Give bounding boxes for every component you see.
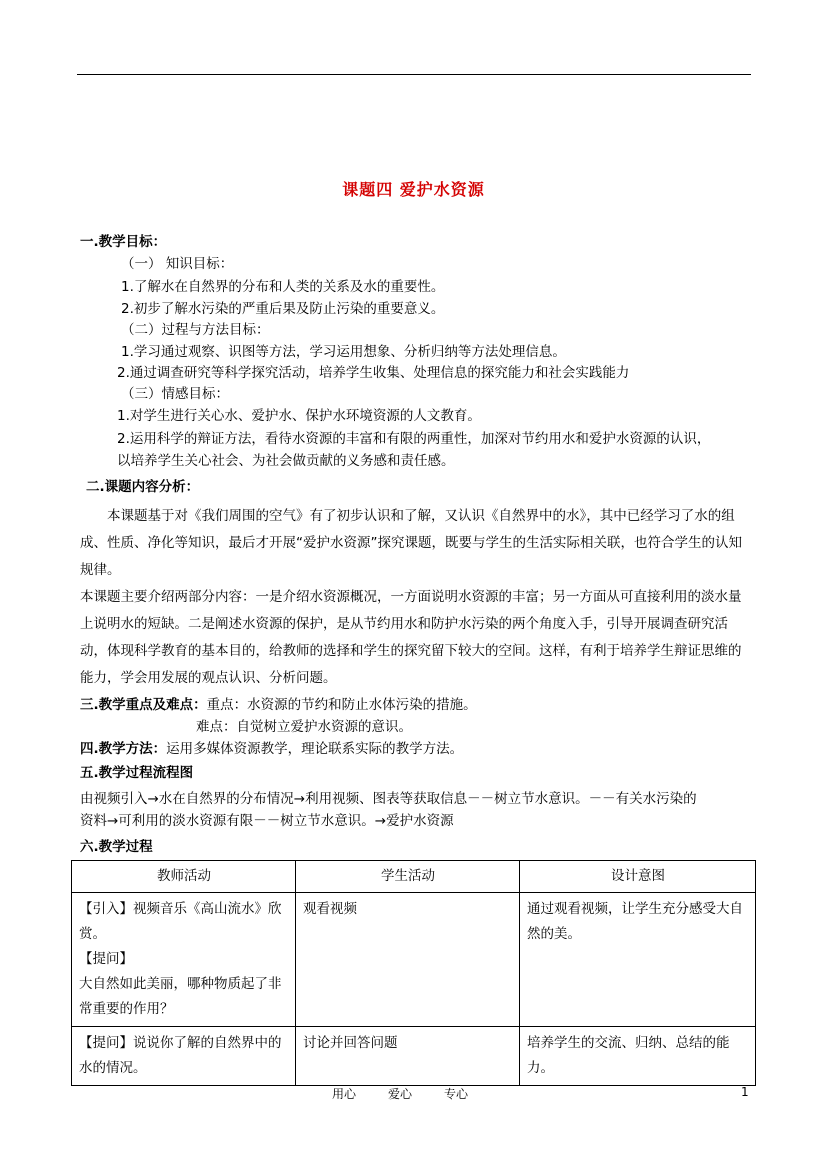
design-intent-cell: 通过观看视频，让学生充分感受大自然的美。: [520, 893, 756, 1027]
content-analysis-paragraph-2: 本课题主要介绍两部分内容：一是介绍水资源概况，一方面说明水资源的丰富；另一方面从可直接利用的淡水量上说明水的短缺。二是阐述水资源的保护，是从节约用水和防护水污染的两个角度入手，引导开展调查研究活动，体现科学教育的基本目的，给教师的选择和学生的探究留下较大的空间。这样，有利于培养学生辩证思维的能力，学会用发展的观点认识、分析问题。: [80, 589, 742, 686]
section-1-heading: 一.教学目标：: [80, 234, 167, 250]
teacher-question: 大自然如此美丽，哪种物质起了非常重要的作用？: [79, 976, 282, 1017]
teaching-process-table: [71, 860, 756, 1086]
page-title: 课题四 爱护水资源: [342, 180, 485, 199]
student-activity-cell: 讨论并回答问题: [296, 1027, 520, 1086]
flow-line-1: 由视频引入→水在自然界的分布情况→利用视频、图表等获取信息－－树立节水意识。－－有关水污染的: [80, 791, 697, 807]
process-goal-2: 2.通过调查研究等科学探究活动，培养学生收集、处理信息的探究能力和社会实践能力: [117, 365, 630, 381]
section-2-heading: 二.课题内容分析：: [86, 479, 200, 495]
student-activity-cell: 观看视频: [296, 893, 520, 1027]
footer-text-1: 用心: [332, 1087, 357, 1101]
footer-text-2: 爱心: [388, 1087, 413, 1101]
teacher-question-label: 【提问】: [79, 951, 133, 967]
process-goal-1: 1.学习通过观察、识图等方法，学习运用想象、分析归纳等方法处理信息。: [121, 344, 566, 360]
header-rule: [77, 74, 751, 75]
header-teacher-activity: 教师活动: [72, 861, 296, 893]
section-4-heading: 四.教学方法：: [80, 741, 167, 757]
section-5-heading: 五.教学过程流程图: [80, 765, 194, 781]
emotion-goal-1: 1.对学生进行关心水、爱护水、保护水环境资源的人文教育。: [117, 408, 481, 424]
emotion-goal-2-cont: 以培养学生关心社会、为社会做贡献的义务感和责任感。: [117, 453, 455, 469]
method-text: 运用多媒体资源教学，理论联系实际的教学方法。: [166, 741, 464, 757]
header-design-intent: 设计意图: [520, 861, 756, 893]
page-number: 1: [741, 1085, 749, 1099]
teacher-activity-cell: 【提问】说说你了解的自然界中的水的情况。: [72, 1027, 296, 1086]
knowledge-goal-heading: （一） 知识目标：: [121, 256, 234, 272]
header-student-activity: 学生活动: [296, 861, 520, 893]
key-points-line: [80, 696, 477, 714]
knowledge-goal-1: 1.了解水在自然界的分布和人类的关系及水的重要性。: [121, 279, 445, 295]
key-point: 重点：水资源的节约和防止水体污染的措施。: [206, 697, 477, 713]
difficult-point: 难点：自觉树立爱护水资源的意识。: [196, 719, 412, 735]
section-3-heading: 三.教学重点及难点：: [80, 697, 207, 713]
content-analysis-paragraph-1: 本课题基于对《我们周围的空气》有了初步认识和了解，又认识《自然界中的水》，其中已经学习了水的组成、性质、净化等知识，最后才开展“爱护水资源”探究课题，既要与学生的生活实际相关联，也符合学生的认知规律。: [80, 508, 742, 578]
design-intent-cell: 培养学生的交流、归纳、总结的能力。: [520, 1027, 756, 1086]
table-row: [72, 893, 756, 1027]
process-goal-heading: （二）过程与方法目标：: [121, 322, 270, 338]
knowledge-goal-2: 2.初步了解水污染的严重后果及防止污染的重要意义。: [121, 301, 445, 317]
method-line: [80, 740, 463, 758]
emotion-goal-2: 2.运用科学的辩证方法，看待水资源的丰富和有限的两重性，加深对节约用水和爱护水资源的认识，: [117, 431, 711, 447]
flow-line-2: 资料→可利用的淡水资源有限－－树立节水意识。→爱护水资源: [80, 813, 454, 829]
section-6-heading: 六.教学过程: [80, 839, 153, 855]
teacher-intro: 【引入】视频音乐《高山流水》欣赏。: [79, 901, 282, 942]
teacher-activity-cell: [72, 893, 296, 1027]
footer-text-3: 专心: [444, 1087, 469, 1101]
table-row: [72, 1027, 756, 1086]
emotion-goal-heading: （三）情感目标：: [121, 386, 229, 402]
table-header-row: [72, 861, 756, 893]
